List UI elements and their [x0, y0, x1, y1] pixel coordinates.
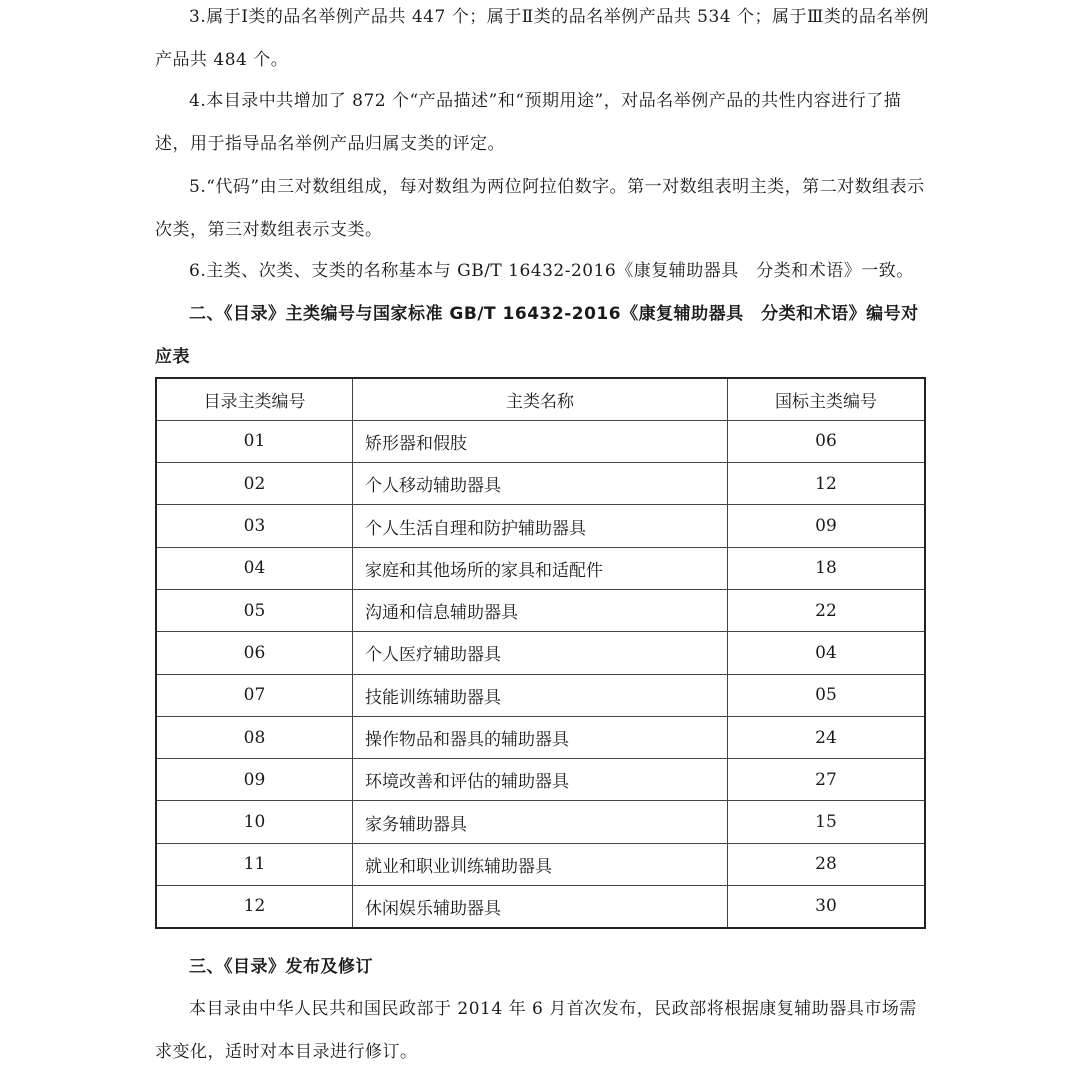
standard-code-cell: 30: [727, 886, 925, 928]
catalog-code-cell: 10: [156, 801, 352, 843]
category-name-cell: 技能训练辅助器具: [352, 674, 727, 716]
section-3-paragraph: 本目录由中华人民共和国民政部于 2014 年 6 月首次发布，民政部将根据康复辅助器具市场需求变化，适时对本目录进行修订。: [155, 999, 917, 1062]
category-name-cell: 沟通和信息辅助器具: [352, 589, 727, 631]
standard-code-cell: 12: [727, 463, 925, 505]
paragraph-item-5: 5.“代码”由三对数组组成，每对数组为两位阿拉伯数字。第一对数组表明主类，第二对数组表示次类，第三对数组表示支类。: [155, 177, 925, 240]
header-catalog-code: 目录主类编号: [156, 378, 352, 420]
section-2-heading: 二、《目录》主类编号与国家标准 GB/T 16432-2016《康复辅助器具 分类和术语》编号对应表: [155, 304, 919, 367]
table-row: [156, 843, 925, 885]
catalog-code-cell: 02: [156, 463, 352, 505]
standard-code-cell: 27: [727, 759, 925, 801]
table-row: [156, 420, 925, 462]
category-name-cell: 家务辅助器具: [352, 801, 727, 843]
section-3-heading: 三、《目录》发布及修订: [189, 957, 373, 977]
paragraph-item-4: 4.本目录中共增加了 872 个“产品描述”和“预期用途”，对品名举例产品的共性内容进行了描述，用于指导品名举例产品归属支类的评定。: [155, 91, 902, 154]
category-name-cell: 个人生活自理和防护辅助器具: [352, 505, 727, 547]
table-header-row: [156, 378, 925, 420]
standard-code-cell: 18: [727, 547, 925, 589]
category-name-cell: 家庭和其他场所的家具和适配件: [352, 547, 727, 589]
category-name-cell: 矫形器和假肢: [352, 420, 727, 462]
catalog-code-cell: 08: [156, 716, 352, 758]
category-name-cell: 个人移动辅助器具: [352, 463, 727, 505]
table-row: [156, 759, 925, 801]
catalog-code-cell: 03: [156, 505, 352, 547]
catalog-code-cell: 12: [156, 886, 352, 928]
table-row: [156, 801, 925, 843]
catalog-code-cell: 09: [156, 759, 352, 801]
catalog-code-cell: 07: [156, 674, 352, 716]
paragraph-item-6: 6.主类、次类、支类的名称基本与 GB/T 16432-2016《康复辅助器具 分类和术语》一致。: [189, 261, 914, 281]
catalog-code-cell: 04: [156, 547, 352, 589]
standard-code-cell: 28: [727, 843, 925, 885]
header-standard-code: 国标主类编号: [727, 378, 925, 420]
standard-code-cell: 15: [727, 801, 925, 843]
table-row: [156, 886, 925, 928]
standard-code-cell: 24: [727, 716, 925, 758]
category-mapping-table: [155, 377, 926, 929]
catalog-code-cell: 01: [156, 420, 352, 462]
category-name-cell: 休闲娱乐辅助器具: [352, 886, 727, 928]
catalog-code-cell: 06: [156, 632, 352, 674]
standard-code-cell: 05: [727, 674, 925, 716]
catalog-code-cell: 05: [156, 589, 352, 631]
catalog-code-cell: 11: [156, 843, 352, 885]
standard-code-cell: 06: [727, 420, 925, 462]
table-row: [156, 505, 925, 547]
table-row: [156, 547, 925, 589]
table-row: [156, 589, 925, 631]
standard-code-cell: 09: [727, 505, 925, 547]
standard-code-cell: 04: [727, 632, 925, 674]
table-row: [156, 716, 925, 758]
category-name-cell: 环境改善和评估的辅助器具: [352, 759, 727, 801]
category-name-cell: 个人医疗辅助器具: [352, 632, 727, 674]
category-name-cell: 就业和职业训练辅助器具: [352, 843, 727, 885]
table-row: [156, 632, 925, 674]
paragraph-item-3: 3.属于Ⅰ类的品名举例产品共 447 个；属于Ⅱ类的品名举例产品共 534 个；属于Ⅲ类的品名举例产品共 484 个。: [155, 7, 929, 70]
standard-code-cell: 22: [727, 589, 925, 631]
category-name-cell: 操作物品和器具的辅助器具: [352, 716, 727, 758]
header-category-name: 主类名称: [352, 378, 727, 420]
table-row: [156, 674, 925, 716]
table-row: [156, 463, 925, 505]
